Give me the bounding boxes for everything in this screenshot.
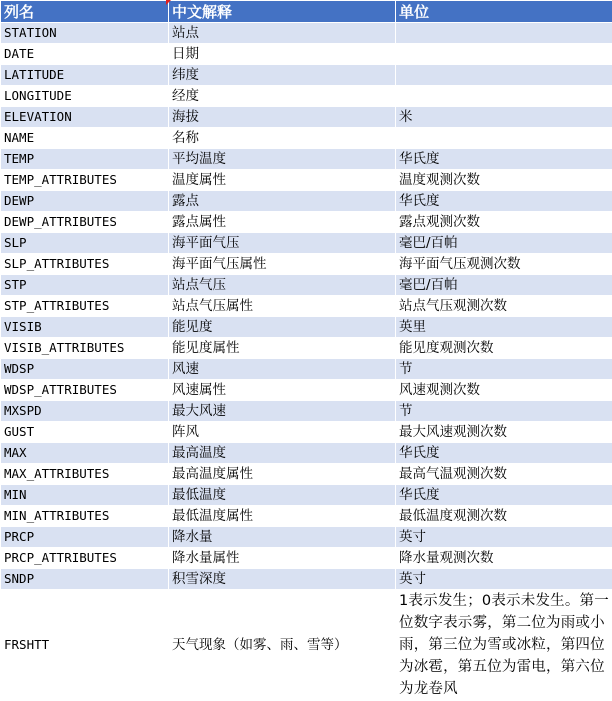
table-row <box>1 212 612 233</box>
cell-description[interactable]: 名称 <box>169 128 396 149</box>
cell-unit[interactable] <box>396 86 612 107</box>
cell-description[interactable]: 海平面气压属性 <box>169 254 396 275</box>
cell-column-name[interactable]: VISIB <box>1 317 169 338</box>
cell-column-name[interactable]: PRCP <box>1 527 169 548</box>
table-row <box>1 107 612 128</box>
cell-unit[interactable]: 米 <box>396 107 612 128</box>
cell-description[interactable]: 最低温度 <box>169 485 396 506</box>
cell-unit[interactable]: 风速观测次数 <box>396 380 612 401</box>
cell-column-name[interactable]: STP <box>1 275 169 296</box>
cell-column-name[interactable]: WDSP <box>1 359 169 380</box>
cell-unit[interactable]: 最高气温观测次数 <box>396 464 612 485</box>
header-unit[interactable]: 单位 <box>396 1 612 23</box>
cell-column-name[interactable]: STATION <box>1 23 169 44</box>
table-row <box>1 128 612 149</box>
cell-description[interactable]: 纬度 <box>169 65 396 86</box>
cell-unit[interactable]: 华氏度 <box>396 485 612 506</box>
cell-column-name[interactable]: MIN <box>1 485 169 506</box>
cell-description[interactable]: 温度属性 <box>169 170 396 191</box>
cell-description[interactable]: 露点 <box>169 191 396 212</box>
cell-column-name[interactable]: TEMP <box>1 149 169 170</box>
cell-unit[interactable]: 节 <box>396 359 612 380</box>
header-row <box>1 1 612 23</box>
table-row <box>1 569 612 590</box>
cell-column-name[interactable]: DATE <box>1 44 169 65</box>
table-row <box>1 170 612 191</box>
cell-unit[interactable] <box>396 23 612 44</box>
cell-description[interactable]: 最高温度 <box>169 443 396 464</box>
cell-unit[interactable]: 海平面气压观测次数 <box>396 254 612 275</box>
table-row <box>1 464 612 485</box>
table-row <box>1 254 612 275</box>
cell-unit[interactable]: 英里 <box>396 317 612 338</box>
cell-column-name[interactable]: SLP <box>1 233 169 254</box>
cell-column-name[interactable]: NAME <box>1 128 169 149</box>
table-row <box>1 296 612 317</box>
table-row <box>1 338 612 359</box>
cell-unit[interactable]: 毫巴/百帕 <box>396 233 612 254</box>
cell-column-name[interactable]: ELEVATION <box>1 107 169 128</box>
cell-description[interactable]: 站点气压 <box>169 275 396 296</box>
cell-column-name[interactable]: MIN_ATTRIBUTES <box>1 506 169 527</box>
cell-column-name[interactable]: WDSP_ATTRIBUTES <box>1 380 169 401</box>
cell-column-name[interactable]: LONGITUDE <box>1 86 169 107</box>
cell-unit[interactable]: 1表示发生；0表示未发生。第一位数字表示雾，第二位为雨或小雨，第三位为雪或冰粒，第四位为冰雹，第五位为雷电，第六位为龙卷风 <box>396 590 612 701</box>
cell-column-name[interactable]: PRCP_ATTRIBUTES <box>1 548 169 569</box>
table-row <box>1 506 612 527</box>
cell-description[interactable]: 降水量 <box>169 527 396 548</box>
cell-unit[interactable]: 露点观测次数 <box>396 212 612 233</box>
cell-column-name[interactable]: VISIB_ATTRIBUTES <box>1 338 169 359</box>
table-row <box>1 380 612 401</box>
cell-column-name[interactable]: MAX_ATTRIBUTES <box>1 464 169 485</box>
cell-unit[interactable]: 英寸 <box>396 527 612 548</box>
table-row <box>1 485 612 506</box>
cell-column-name[interactable]: MXSPD <box>1 401 169 422</box>
cell-unit[interactable]: 能见度观测次数 <box>396 338 612 359</box>
cell-column-name[interactable]: SNDP <box>1 569 169 590</box>
table-row <box>1 527 612 548</box>
cell-unit[interactable]: 温度观测次数 <box>396 170 612 191</box>
cell-description[interactable]: 经度 <box>169 86 396 107</box>
table-row <box>1 590 612 701</box>
cell-column-name[interactable]: FRSHTT <box>1 590 169 701</box>
table-row <box>1 401 612 422</box>
cell-description[interactable]: 最大风速 <box>169 401 396 422</box>
cell-description[interactable]: 能见度属性 <box>169 338 396 359</box>
cell-description[interactable]: 阵风 <box>169 422 396 443</box>
cell-unit[interactable] <box>396 65 612 86</box>
cell-description[interactable]: 风速 <box>169 359 396 380</box>
table-row <box>1 233 612 254</box>
cell-unit[interactable]: 毫巴/百帕 <box>396 275 612 296</box>
cell-description[interactable]: 最低温度属性 <box>169 506 396 527</box>
cell-column-name[interactable]: MAX <box>1 443 169 464</box>
cell-unit[interactable]: 最低温度观测次数 <box>396 506 612 527</box>
table-row <box>1 44 612 65</box>
table-row <box>1 275 612 296</box>
cell-description[interactable]: 降水量属性 <box>169 548 396 569</box>
header-description[interactable]: 中文解释 <box>169 1 396 23</box>
table-row <box>1 86 612 107</box>
cell-unit[interactable]: 华氏度 <box>396 191 612 212</box>
cell-description[interactable]: 平均温度 <box>169 149 396 170</box>
cell-description[interactable]: 站点气压属性 <box>169 296 396 317</box>
cell-unit[interactable] <box>396 128 612 149</box>
cell-description[interactable]: 天气现象（如雾、雨、雪等） <box>169 590 396 701</box>
cell-unit[interactable]: 最大风速观测次数 <box>396 422 612 443</box>
cell-description[interactable]: 积雪深度 <box>169 569 396 590</box>
cell-unit[interactable]: 华氏度 <box>396 149 612 170</box>
table-row <box>1 23 612 44</box>
comment-indicator-icon <box>166 0 171 5</box>
cell-unit[interactable]: 华氏度 <box>396 443 612 464</box>
cell-column-name[interactable]: TEMP_ATTRIBUTES <box>1 170 169 191</box>
cell-unit[interactable]: 降水量观测次数 <box>396 548 612 569</box>
cell-unit[interactable] <box>396 44 612 65</box>
table-row <box>1 443 612 464</box>
cell-column-name[interactable]: GUST <box>1 422 169 443</box>
cell-description[interactable]: 风速属性 <box>169 380 396 401</box>
cell-description[interactable]: 海拔 <box>169 107 396 128</box>
cell-unit[interactable]: 站点气压观测次数 <box>396 296 612 317</box>
cell-column-name[interactable]: STP_ATTRIBUTES <box>1 296 169 317</box>
cell-description[interactable]: 露点属性 <box>169 212 396 233</box>
table-row <box>1 317 612 338</box>
table-row <box>1 149 612 170</box>
table-row <box>1 548 612 569</box>
cell-description[interactable]: 站点 <box>169 23 396 44</box>
cell-column-name[interactable]: SLP_ATTRIBUTES <box>1 254 169 275</box>
header-column-name[interactable]: 列名 <box>1 1 169 23</box>
cell-unit[interactable]: 英寸 <box>396 569 612 590</box>
cell-column-name[interactable]: DEWP <box>1 191 169 212</box>
cell-unit[interactable]: 节 <box>396 401 612 422</box>
table-row <box>1 359 612 380</box>
cell-description[interactable]: 日期 <box>169 44 396 65</box>
cell-description[interactable]: 海平面气压 <box>169 233 396 254</box>
cell-column-name[interactable]: DEWP_ATTRIBUTES <box>1 212 169 233</box>
table-row <box>1 191 612 212</box>
cell-description[interactable]: 最高温度属性 <box>169 464 396 485</box>
cell-description[interactable]: 能见度 <box>169 317 396 338</box>
table-row <box>1 65 612 86</box>
cell-column-name[interactable]: LATITUDE <box>1 65 169 86</box>
table-row <box>1 422 612 443</box>
